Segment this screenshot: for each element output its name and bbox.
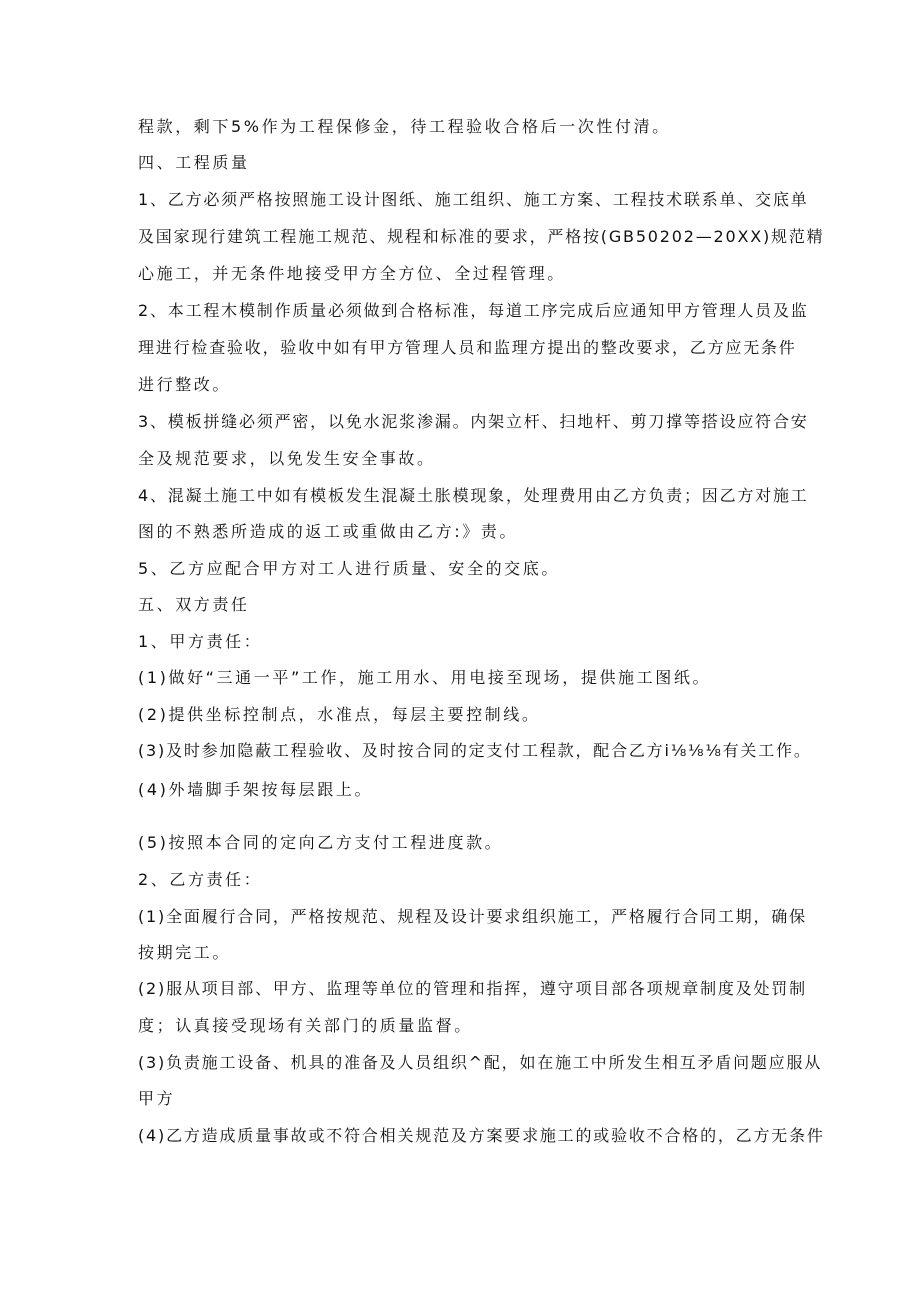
text-line: 4、混凝土施工中如有模板发生混凝土胀模现象，处理费用由乙方负责；因乙方对施工: [138, 486, 809, 505]
text-line: (1)做好“三通一平”工作，施工用水、用电接至现场，提供施工图纸。: [138, 668, 712, 687]
text-line: 1、甲方责任：: [138, 632, 263, 651]
text-line: (1)全面履行合同，严格按规范、规程及设计要求组织施工，严格履行合同工期，确保: [138, 907, 807, 926]
text-line: (2)服从项目部、甲方、监理等单位的管理和指挥，遵守项目部各项规章制度及处罚制: [138, 979, 807, 998]
text-line: 图的不熟悉所造成的返工或重做由乙方:》责。: [138, 522, 518, 541]
text-line: (2)提供坐标控制点，水准点，每层主要控制线。: [138, 705, 541, 724]
text-line: 2、本工程木模制作质量必须做到合格标准，每道工序完成后应通知甲方管理人员及监: [138, 301, 809, 320]
text-line: 理进行检查验收，验收中如有甲方管理人员和监理方提出的整改要求，乙方应无条件: [138, 338, 797, 357]
text-line: (4)乙方造成质量事故或不符合相关规范及方案要求施工的或验收不合格的，乙方无条件: [138, 1126, 825, 1145]
text-line: 心施工，并无条件地接受甲方全方位、全过程管理。: [138, 264, 566, 283]
section-heading: 五、双方责任: [138, 595, 250, 614]
text-line: (3)及时参加隐蔽工程验收、及时按合同的定支付工程款，配合乙方i⅛⅛⅛有关工作。: [138, 741, 812, 760]
text-line: 程款，剩下5%作为工程保修金，待工程验收合格后一次性付清。: [138, 117, 671, 136]
text-line: (4)外墙脚手架按每层跟上。: [138, 780, 374, 799]
text-line: 度；认真接受现场有关部门的质量监督。: [138, 1016, 473, 1035]
text-line: 及国家现行建筑工程施工规范、规程和标准的要求，严格按(GB50202—20XX)规范精: [138, 227, 825, 246]
text-line: 1、乙方必须严格按照施工设计图纸、施工组织、施工方案、工程技术联系单、交底单: [138, 190, 809, 209]
text-line: 3、模板拼缝必须严密，以免水泥浆渗漏。内架立杆、扫地杆、剪刀撑等搭设应符合安: [138, 412, 809, 431]
text-line: 5、乙方应配合甲方对工人进行质量、安全的交底。: [138, 559, 560, 578]
text-line: 按期完工。: [138, 943, 232, 962]
text-line: (3)负责施工设备、机具的准备及人员组织^配，如在施工中所发生相互矛盾问题应服从: [138, 1053, 823, 1072]
text-line: 进行整改。: [138, 375, 232, 394]
text-line: (5)按照本合同的定向乙方支付工程进度款。: [138, 833, 504, 852]
text-line: 2、乙方责任：: [138, 870, 263, 889]
section-heading: 四、工程质量: [138, 153, 250, 172]
text-line: 甲方: [138, 1089, 176, 1108]
text-line: 全及规范要求，以免发生安全事故。: [138, 449, 436, 468]
